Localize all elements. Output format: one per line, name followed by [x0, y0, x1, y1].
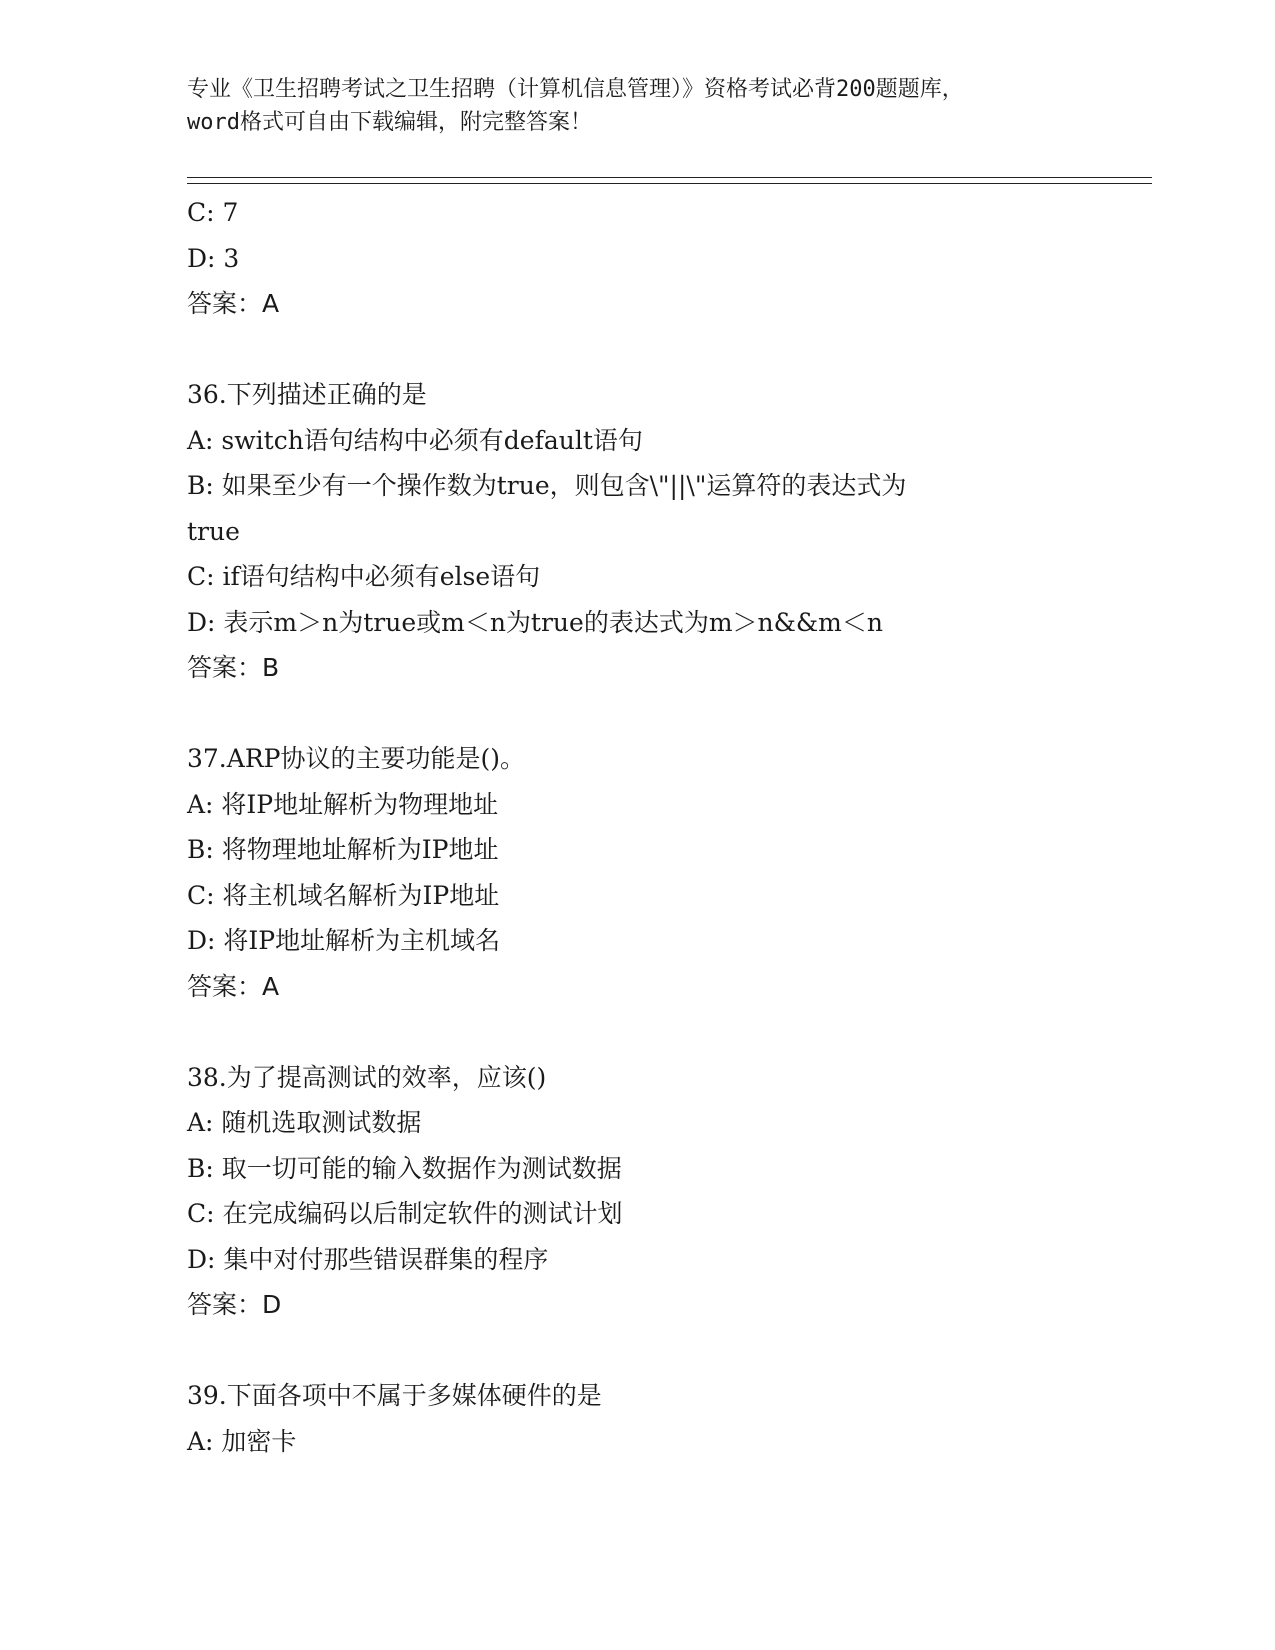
option-b: B: 如果至少有一个操作数为true，则包含\"||\"运算符的表达式为	[187, 471, 907, 500]
spacer	[187, 691, 1107, 737]
option-a: A: 随机选取测试数据	[187, 1108, 422, 1137]
option-b: B: 取一切可能的输入数据作为测试数据	[187, 1153, 622, 1183]
spacer	[187, 1328, 1107, 1374]
option-d: D: 将IP地址解析为主机域名	[187, 926, 501, 955]
answer-line: 答案：D	[187, 1290, 282, 1319]
question-stem: 38.为了提高测试的效率，应该()	[187, 1062, 547, 1092]
option-c: C: 将主机域名解析为IP地址	[187, 880, 500, 910]
question-37	[187, 736, 1107, 1009]
option-d: D: 表示m＞n为true或m＜n为true的表达式为m＞n&&m＜n	[187, 607, 883, 637]
answer-line: 答案：A	[187, 289, 280, 318]
spacer	[187, 1009, 1107, 1055]
question-stem: 36.下列描述正确的是	[187, 380, 427, 409]
question-list	[187, 190, 1107, 1464]
answer-line: 答案：A	[187, 971, 280, 1001]
document-header	[187, 73, 1087, 139]
answer-line: 答案：B	[187, 653, 280, 682]
option-d: D: 集中对付那些错误群集的程序	[187, 1244, 549, 1274]
option-a: A: 加密卡	[187, 1426, 297, 1456]
option-a: A: 将IP地址解析为物理地址	[187, 789, 499, 819]
option-b-continuation: true	[187, 516, 240, 546]
option-c: C: 在完成编码以后制定软件的测试计划	[187, 1199, 623, 1228]
option-d: D: 3	[187, 243, 240, 273]
header-rule-top	[187, 177, 1152, 178]
option-a: A: switch语句结构中必须有default语句	[187, 425, 643, 455]
question-stem: 39.下面各项中不属于多媒体硬件的是	[187, 1381, 602, 1410]
question-39	[187, 1373, 1107, 1464]
question-36	[187, 372, 1107, 691]
header-line-1: 专业《卫生招聘考试之卫生招聘（计算机信息管理）》资格考试必背200题题库，	[187, 77, 964, 102]
option-b: B: 将物理地址解析为IP地址	[187, 835, 499, 864]
header-line-2: word格式可自由下载编辑，附完整答案！	[187, 110, 592, 135]
question-35-tail	[187, 190, 1107, 327]
header-rule-bottom	[187, 183, 1152, 184]
question-stem: 37.ARP协议的主要功能是()。	[187, 744, 525, 773]
question-38	[187, 1055, 1107, 1328]
option-c: C: if语句结构中必须有else语句	[187, 562, 541, 591]
spacer	[187, 327, 1107, 373]
option-c: C: 7	[187, 198, 239, 227]
